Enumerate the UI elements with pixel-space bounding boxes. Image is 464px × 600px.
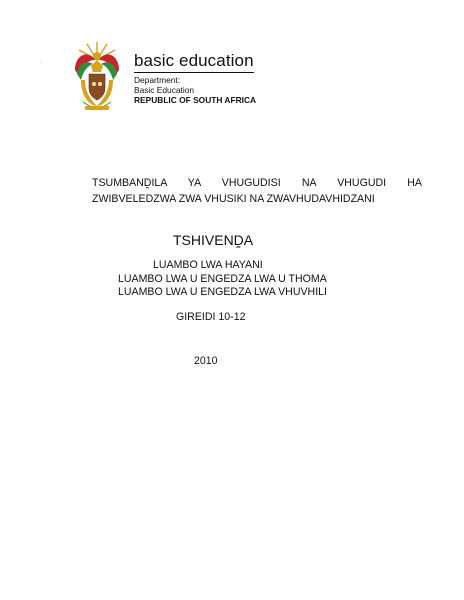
department-name: Basic Education — [134, 85, 195, 95]
document-heading — [92, 176, 422, 207]
heading-line-1: TSUMBANḒILA YA VHUGUDISI NA VHUGUDI HA — [92, 177, 422, 189]
language-levels — [118, 259, 327, 300]
stray-mark: · — [40, 60, 42, 66]
language-level-item: LUAMBO LWA U ENGEDZA LWA U THOMA — [118, 272, 327, 285]
document-year: 2010 — [194, 355, 218, 367]
country-name: REPUBLIC OF SOUTH AFRICA — [134, 95, 257, 105]
heading-line-2: ZWIBVELEDZWA ZWA VHUSIKI NA ZWAVHUDAVHIDZANI — [92, 192, 375, 205]
department-brand — [134, 51, 264, 105]
brand-underline — [134, 72, 254, 73]
grade-range: GIREIDI 10-12 — [176, 311, 246, 323]
brand-title: basic education — [134, 51, 254, 70]
language-level-item: LUAMBO LWA HAYANI — [153, 259, 263, 271]
coat-of-arms-icon — [71, 40, 123, 112]
subject-title: TSHIVENḒA — [173, 232, 254, 248]
language-level-item: LUAMBO LWA U ENGEDZA LWA VHUVHILI — [118, 286, 327, 298]
department-label: Department: — [134, 75, 181, 85]
